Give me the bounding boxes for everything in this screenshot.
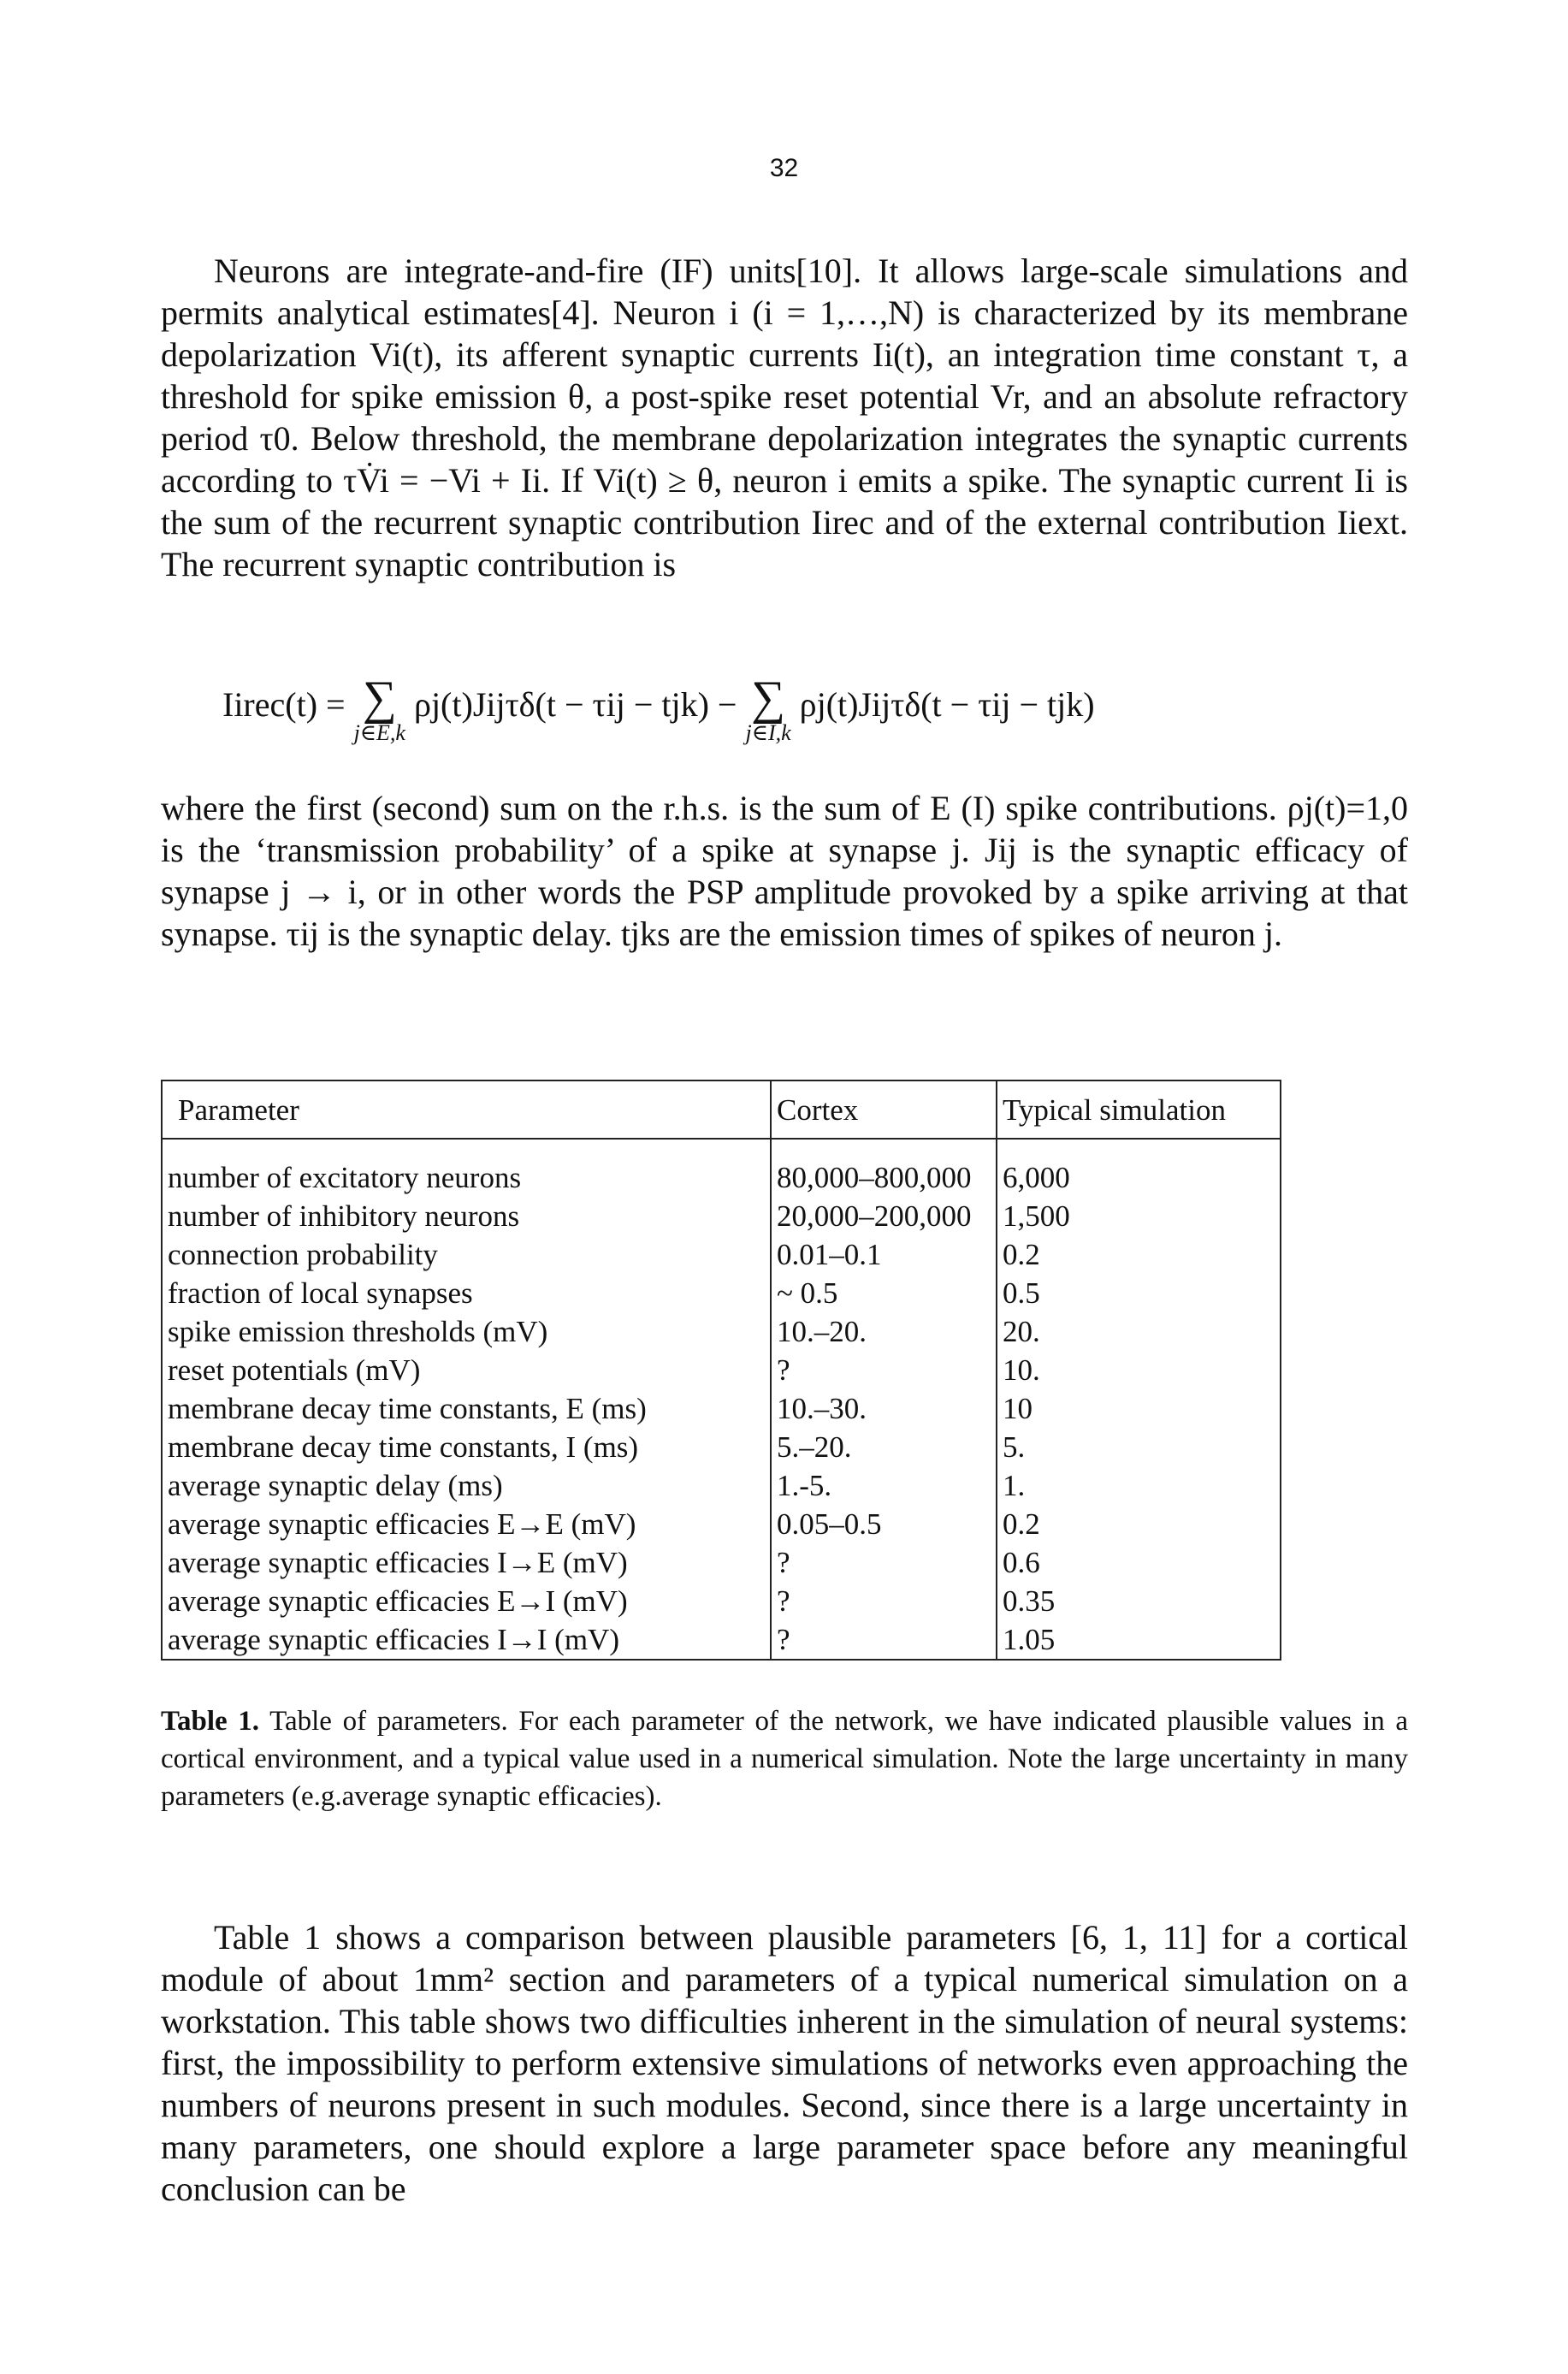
simulation-cell: 1. (997, 1466, 1281, 1505)
parameter-cell: number of inhibitory neurons (162, 1197, 771, 1235)
spacer-cell (162, 1139, 771, 1158)
paragraph-definitions: where the first (second) sum on the r.h.s. is the sum of E (I) spike contributions. ρj(t)=1,0 is the ‘transmission probability’ of a spike at synapse j. Jij is the synaptic efficacy of synapse j → i, or in other words the PSP amplitude provoked by a spike arriving at that synapse. τij is the synaptic delay. tjks are the emission times of spikes of neuron j. (161, 789, 1408, 953)
equation-term-excitatory: ρj(t)Jijτδ(t − τij − tjk) − (413, 685, 737, 724)
cortex-cell: 0.05–0.5 (771, 1505, 997, 1543)
table-row (162, 1235, 1281, 1274)
cortex-cell: ~ 0.5 (771, 1274, 997, 1312)
parameter-cell: average synaptic efficacies I→E (mV) (162, 1543, 771, 1582)
table-row (162, 1428, 1281, 1466)
cortex-cell: 1.-5. (771, 1466, 997, 1505)
simulation-cell: 0.5 (997, 1274, 1281, 1312)
parameter-table (161, 1080, 1281, 1661)
cortex-cell: ? (771, 1543, 997, 1582)
simulation-cell: 0.35 (997, 1582, 1281, 1620)
paragraph-intro-text: Neurons are integrate-and-fire (IF) units[10]. It allows large-scale simulations and permits analytical estimates[4]. Neuron i (i = 1,…,N) is characterized by its membrane depolarization Vi(t), its afferent synaptic currents Ii(t), an integration time constant τ, a threshold for spike emission θ, a post-spike reset potential Vr, and an absolute refractory period τ0. Below threshold, the membrane depolarization integrates the synaptic currents according to τV̇i = −Vi + Ii. If Vi(t) ≥ θ, neuron i emits a spike. The synaptic current Ii is the sum of the recurrent synaptic contribution Iirec and of the external contribution Iiext. The recurrent synaptic contribution is (161, 252, 1408, 583)
simulation-cell: 0.2 (997, 1505, 1281, 1543)
parameter-cell: connection probability (162, 1235, 771, 1274)
cortex-cell: 10.–20. (771, 1312, 997, 1351)
simulation-cell: 0.2 (997, 1235, 1281, 1274)
header-cortex: Cortex (771, 1080, 997, 1139)
parameter-cell: average synaptic efficacies E→E (mV) (162, 1505, 771, 1543)
table-row (162, 1543, 1281, 1582)
equation-lhs: Iirec(t) = (222, 685, 346, 724)
simulation-cell: 0.6 (997, 1543, 1281, 1582)
table-row (162, 1312, 1281, 1351)
header-simulation: Typical simulation (997, 1080, 1281, 1139)
caption-label: Table 1. (161, 1706, 260, 1737)
cortex-cell: 10.–30. (771, 1389, 997, 1428)
simulation-cell: 1.05 (997, 1620, 1281, 1660)
simulation-cell: 10. (997, 1351, 1281, 1389)
table-row (162, 1620, 1281, 1660)
simulation-cell: 10 (997, 1389, 1281, 1428)
parameter-cell: membrane decay time constants, I (ms) (162, 1428, 771, 1466)
parameter-cell: number of excitatory neurons (162, 1158, 771, 1197)
paragraph-discussion-text: Table 1 shows a comparison between plausible parameters [6, 1, 11] for a cortical module of about 1mm² section and parameters of a typical numerical simulation on a workstation. This table shows two difficulties inherent in the simulation of neural systems: first, the impossibility to perform extensive simulations of networks even approaching the numbers of neurons present in such modules. Second, since there is a large uncertainty in many parameters, one should explore a large parameter space before any meaningful conclusion can be (161, 1918, 1408, 2208)
table-row (162, 1351, 1281, 1389)
table-row (162, 1505, 1281, 1543)
simulation-cell: 5. (997, 1428, 1281, 1466)
caption-text: Table of parameters. For each parameter of the network, we have indicated plausible values in a cortical environment, and a typical value used in a numerical simulation. Note the large uncertainty in many parameters (e.g.average synaptic efficacies). (161, 1706, 1409, 1812)
sum-subscript: j∈E,k (353, 720, 405, 745)
parameter-cell: average synaptic efficacies I→I (mV) (162, 1620, 771, 1660)
parameter-cell: average synaptic delay (ms) (162, 1466, 771, 1505)
table-spacer-row (162, 1139, 1281, 1158)
cortex-cell: 0.01–0.1 (771, 1235, 997, 1274)
equation-term-inhibitory: ρj(t)Jijτδ(t − τij − tjk) (799, 685, 1095, 724)
spacer-cell (771, 1139, 997, 1158)
parameter-cell: membrane decay time constants, E (ms) (162, 1389, 771, 1428)
sum-symbol: ∑ (362, 672, 397, 725)
parameter-cell: reset potentials (mV) (162, 1351, 771, 1389)
simulation-cell: 1,500 (997, 1197, 1281, 1235)
table-row (162, 1389, 1281, 1428)
table-row (162, 1197, 1281, 1235)
sum-subscript: j∈I,k (745, 720, 791, 745)
page-number: 32 (769, 154, 799, 182)
cortex-cell: 80,000–800,000 (771, 1158, 997, 1197)
recurrent-current-equation (222, 672, 1403, 746)
simulation-cell: 20. (997, 1312, 1281, 1351)
table-caption (161, 1702, 1408, 1815)
cortex-cell: ? (771, 1582, 997, 1620)
table-row (162, 1158, 1281, 1197)
sum-inhibitory (745, 672, 791, 746)
paragraph-intro (161, 250, 1408, 585)
header-parameter: Parameter (162, 1080, 771, 1139)
table-header-row (162, 1080, 1281, 1139)
cortex-cell: ? (771, 1620, 997, 1660)
cortex-cell: ? (771, 1351, 997, 1389)
simulation-cell: 6,000 (997, 1158, 1281, 1197)
cortex-cell: 5.–20. (771, 1428, 997, 1466)
parameter-cell: fraction of local synapses (162, 1274, 771, 1312)
cortex-cell: 20,000–200,000 (771, 1197, 997, 1235)
paragraph-discussion (161, 1916, 1408, 2210)
table-row (162, 1274, 1281, 1312)
sum-symbol: ∑ (751, 672, 786, 725)
table-row (162, 1582, 1281, 1620)
parameter-cell: spike emission thresholds (mV) (162, 1312, 771, 1351)
table-row (162, 1466, 1281, 1505)
parameter-table-wrapper (161, 1080, 1281, 1661)
spacer-cell (997, 1139, 1281, 1158)
parameter-cell: average synaptic efficacies E→I (mV) (162, 1582, 771, 1620)
sum-excitatory (353, 672, 405, 746)
